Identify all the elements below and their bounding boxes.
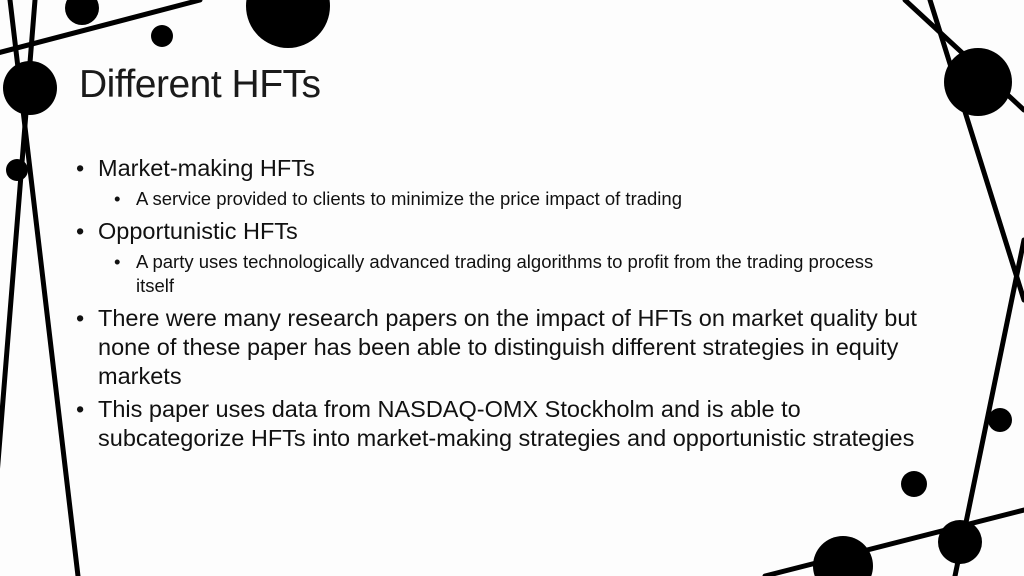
bullet-text: There were many research papers on the impact of HFTs on market quality but none of these paper has been able to distinguish different strategies in equity markets xyxy=(98,305,917,389)
bullet-item xyxy=(76,304,946,391)
bullet-list xyxy=(76,154,946,457)
deco-circle xyxy=(901,471,927,497)
sub-bullet-item xyxy=(114,187,946,211)
deco-circle xyxy=(151,25,173,47)
sub-bullet-item xyxy=(114,250,916,298)
bullet-text: This paper uses data from NASDAQ-OMX Stockholm and is able to subcategorize HFTs into market-making strategies and opportunistic strategies xyxy=(98,396,915,451)
bullet-text: A party uses technologically advanced trading algorithms to profit from the trading process itself xyxy=(136,251,874,296)
bullet-item xyxy=(76,395,946,453)
bullet-text: A service provided to clients to minimize the price impact of trading xyxy=(136,188,682,209)
deco-circle xyxy=(938,520,982,564)
slide-title: Different HFTs xyxy=(79,63,321,106)
bullet-text: Opportunistic HFTs xyxy=(98,218,298,244)
bullet-dot: • xyxy=(76,305,85,331)
deco-circle xyxy=(65,0,99,25)
bullet-dot: • xyxy=(76,155,85,181)
deco-circle xyxy=(988,408,1012,432)
deco-circle xyxy=(813,536,873,576)
bullet-dot: • xyxy=(114,251,121,272)
deco-circle xyxy=(944,48,1012,116)
bullet-item xyxy=(76,217,946,246)
bullet-text: Market-making HFTs xyxy=(98,155,315,181)
bullet-item xyxy=(76,154,946,183)
deco-line xyxy=(765,510,1024,576)
bullet-dot: • xyxy=(76,396,85,422)
deco-circle xyxy=(3,61,57,115)
deco-circle xyxy=(6,159,28,181)
deco-circle xyxy=(246,0,330,48)
bullet-dot: • xyxy=(114,188,121,209)
bullet-dot: • xyxy=(76,218,85,244)
